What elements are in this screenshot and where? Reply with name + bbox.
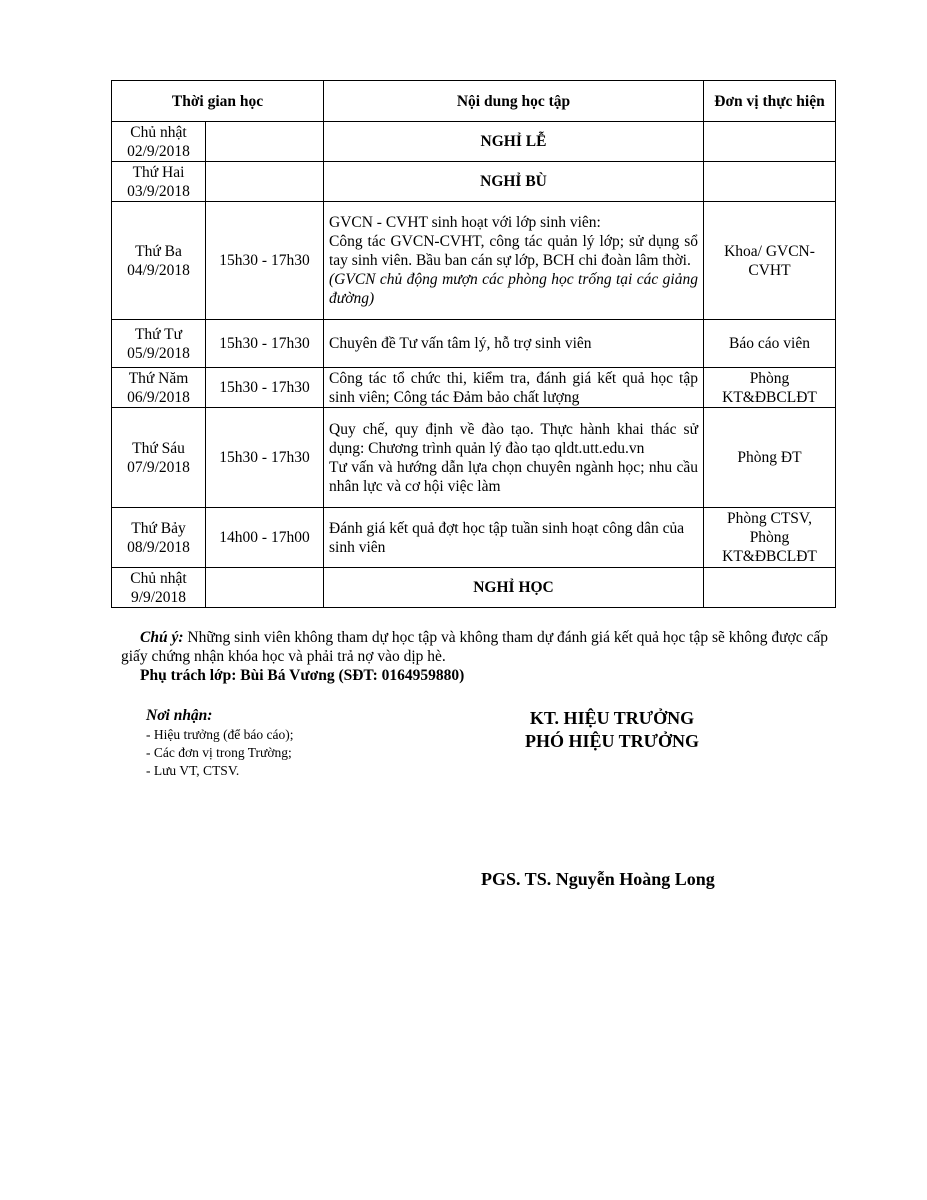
table-row bbox=[112, 122, 836, 162]
day-cell: Thứ Sáu 07/9/2018 bbox=[112, 408, 206, 508]
day-cell: Chủ nhật 9/9/2018 bbox=[112, 568, 206, 608]
recipients-block bbox=[146, 707, 294, 780]
signer-block bbox=[462, 707, 762, 753]
table-row bbox=[112, 368, 836, 408]
content-cell: Quy chế, quy định về đào tạo. Thực hành khai thác sử dụng: Chương trình quản lý đào tạo qldt.utt.edu.vn Tư vấn và hướng dẫn lựa chọn chuyên ngành học; nhu cầu nhân lực và cơ hội việc làm bbox=[324, 408, 704, 508]
time-cell bbox=[206, 122, 324, 162]
content-cell: NGHỈ BÙ bbox=[324, 162, 704, 202]
signer-name: PGS. TS. Nguyễn Hoàng Long bbox=[481, 869, 715, 889]
content-cell: Công tác tổ chức thi, kiểm tra, đánh giá kết quả học tập sinh viên; Công tác Đảm bảo chất lượng bbox=[324, 368, 704, 408]
day-cell: Thứ Ba 04/9/2018 bbox=[112, 202, 206, 320]
time-cell: 15h30 - 17h30 bbox=[206, 320, 324, 368]
note-label: Chú ý: bbox=[140, 629, 184, 646]
time-cell bbox=[206, 162, 324, 202]
class-lead: Phụ trách lớp: Bùi Bá Vương (SĐT: 0164959880) bbox=[140, 667, 465, 684]
unit-cell bbox=[704, 568, 836, 608]
signer-title-1: KT. HIỆU TRƯỞNG bbox=[529, 708, 695, 728]
note-text: Những sinh viên không tham dự học tập và không tham dự đánh giá kết quả học tập sẽ không được cấp giấy chứng nhận khóa học và phải trả nợ vào dịp hè. bbox=[121, 629, 829, 665]
content-cell: NGHỈ LỄ bbox=[324, 122, 704, 162]
content-cell: Chuyên đề Tư vấn tâm lý, hỗ trợ sinh viên bbox=[324, 320, 704, 368]
time-cell: 15h30 - 17h30 bbox=[206, 408, 324, 508]
day-cell: Thứ Hai 03/9/2018 bbox=[112, 162, 206, 202]
unit-cell: Khoa/ GVCN-CVHT bbox=[704, 202, 836, 320]
time-cell bbox=[206, 568, 324, 608]
content-cell: NGHỈ HỌC bbox=[324, 568, 704, 608]
unit-cell bbox=[704, 162, 836, 202]
time-cell: 15h30 - 17h30 bbox=[206, 368, 324, 408]
unit-cell: Phòng ĐT bbox=[704, 408, 836, 508]
note-paragraph bbox=[121, 628, 828, 666]
day-cell: Thứ Bảy 08/9/2018 bbox=[112, 508, 206, 568]
time-cell: 15h30 - 17h30 bbox=[206, 202, 324, 320]
content-cell: Đánh giá kết quả đợt học tập tuần sinh hoạt công dân của sinh viên bbox=[324, 508, 704, 568]
header-time: Thời gian học bbox=[112, 81, 324, 122]
table-row bbox=[112, 202, 836, 320]
signer-title-2: PHÓ HIỆU TRƯỞNG bbox=[524, 731, 699, 751]
recipients-title: Nơi nhận: bbox=[146, 707, 213, 724]
header-unit: Đơn vị thực hiện bbox=[704, 81, 836, 122]
unit-cell bbox=[704, 122, 836, 162]
time-cell: 14h00 - 17h00 bbox=[206, 508, 324, 568]
unit-cell: Báo cáo viên bbox=[704, 320, 836, 368]
day-cell: Chủ nhật 02/9/2018 bbox=[112, 122, 206, 162]
recipient-item: - Các đơn vị trong Trường; bbox=[146, 745, 292, 760]
table-row bbox=[112, 508, 836, 568]
table-row bbox=[112, 408, 836, 508]
day-cell: Thứ Tư 05/9/2018 bbox=[112, 320, 206, 368]
table-header-row bbox=[112, 81, 836, 122]
table-row bbox=[112, 162, 836, 202]
table-row bbox=[112, 568, 836, 608]
schedule-table bbox=[111, 80, 836, 608]
header-content: Nội dung học tập bbox=[324, 81, 704, 122]
unit-cell: Phòng CTSV, Phòng KT&ĐBCLĐT bbox=[704, 508, 836, 568]
day-cell: Thứ Năm 06/9/2018 bbox=[112, 368, 206, 408]
table-row bbox=[112, 320, 836, 368]
unit-cell: Phòng KT&ĐBCLĐT bbox=[704, 368, 836, 408]
recipient-item: - Hiệu trưởng (để báo cáo); bbox=[146, 727, 294, 742]
content-cell: GVCN - CVHT sinh hoạt với lớp sinh viên: Công tác GVCN-CVHT, công tác quản lý lớp; sử dụng sổ tay sinh viên. Bầu ban cán sự lớp, BCH chi đoàn lâm thời. (GVCN chủ động mượn các phòng học trống tại các giảng đường) bbox=[324, 202, 704, 320]
recipient-item: - Lưu VT, CTSV. bbox=[146, 763, 240, 778]
